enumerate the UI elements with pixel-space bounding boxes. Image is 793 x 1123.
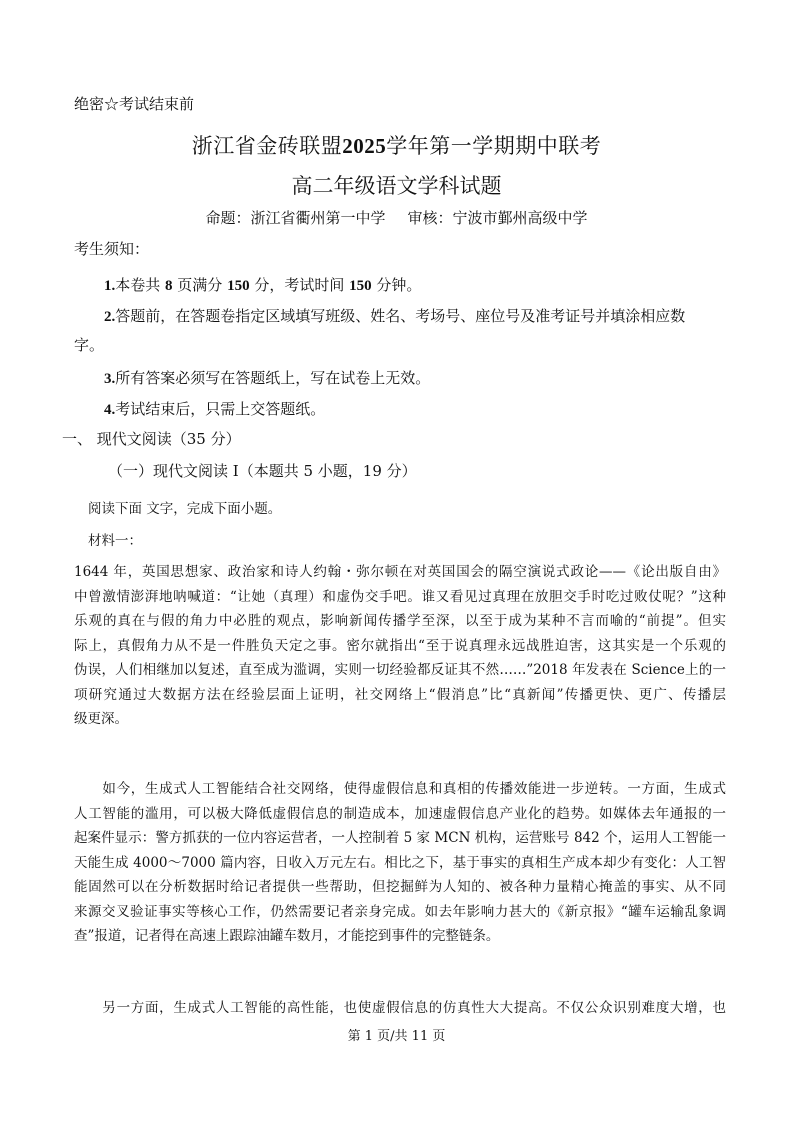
- text-line: 天能生成 4000～7000 篇内容，日收入万元左右。相比之下，基于事实的真相生产成本却少有变化：人工智: [74, 854, 726, 871]
- text-line: 中曾激情澎湃地呐喊道：“让她（真理）和虚伪交手吧。谁又看见过真理在放胆交手时吃过败仗呢？”这种: [74, 588, 726, 605]
- exam-subtitle: 高二年级语文学科试题: [291, 174, 502, 198]
- paragraph-1: [74, 560, 726, 732]
- item-bold: 8: [165, 278, 173, 294]
- text-line: 1644 年，英国思想家、政治家和诗人约翰・弥尔顿在对英国国会的隔空演说式政论——《论出版自由》: [74, 564, 726, 580]
- text-line: 人工智能的滥用，可以极大降低虚假信息的制造成本，加速虚假信息产业化的趋势。如媒体去年通报的一: [74, 805, 726, 822]
- item-text: 本卷共: [115, 276, 166, 294]
- item-text: 分钟。: [371, 276, 422, 294]
- item-bold: 150: [349, 278, 372, 294]
- exam-title: [0, 130, 793, 160]
- text-line: 查”报道，记者得在高速上跟踪油罐车数月，才能挖到事件的完整链条。: [74, 928, 500, 944]
- item-text: 所有答案必须写在答题纸上，写在试卷上无效。: [115, 369, 431, 387]
- title-part1: 浙江省金砖联盟: [191, 134, 343, 158]
- text-line: 级更深。: [74, 711, 128, 727]
- text-line: 另一方面，生成式人工智能的高性能，也使虚假信息的仿真性大大提高。不仅公众识别难度大增，也: [74, 1000, 726, 1016]
- text-line: 起案件显示：警方抓获的一位内容运营者，一人控制着 5 家 MCN 机构，运营账号 842 个，运用人工智能一: [74, 830, 726, 846]
- author-line: [0, 207, 793, 228]
- item-number: 2.: [104, 309, 116, 325]
- item-text: 页满分: [172, 276, 228, 294]
- item-number: 3.: [104, 371, 116, 387]
- text-line: 际上，真假角力从不是一件胜负天定之事。密尔就指出“至于说真理永远战胜迫害，这其实是一个乐观的: [74, 637, 726, 654]
- author-setter: 命题：浙江省衢州第一中学: [205, 209, 386, 227]
- text-line: 乐观的真在与假的角力中必胜的观点，影响新闻传播学至深，以至于成为某种不言而喻的“前提”。但实: [74, 613, 726, 629]
- material-label: 材料一：: [88, 533, 142, 549]
- text-line: 项研究通过大数据方法在经验层面上证明，社交网络上“假消息”比“真新闻”传播更快、更广、传播层: [74, 686, 726, 703]
- item-number: 1.: [104, 278, 116, 294]
- page-number: 第 1 页/共 11 页: [347, 1029, 446, 1044]
- subsection-heading: （一）现代文阅读 I（本题共 5 小题，19 分）: [108, 462, 417, 480]
- notice-item-4: [104, 398, 325, 419]
- notice-item-2: [104, 305, 685, 326]
- text-line: 能固然可以在分析数据时给记者提供一些帮助，但挖掘鲜为人知的、被各种力量精心掩盖的事实、从不同: [74, 879, 726, 895]
- item-number: 4.: [104, 402, 116, 418]
- notice-heading: 考生须知：: [74, 240, 150, 258]
- notice-item-3: [104, 367, 430, 388]
- reading-instruction: 阅读下面 文字，完成下面小题。: [88, 501, 282, 517]
- item-text: 考试结束后，只需上交答题纸。: [115, 400, 326, 418]
- text-line: 来源交叉验证事实等核心工作，仍然需要记者亲身完成。如去年影响力甚大的《新京报》“罐车运输乱象调: [74, 903, 726, 920]
- section-heading: 一、 现代文阅读（35 分）: [62, 430, 241, 448]
- text-line: 伪误，人们相继加以复述，直至成为滥调，实则一切经验都反证其不然……”2018 年发表在 Science上的一: [74, 662, 726, 678]
- title-year: 2025: [342, 134, 387, 158]
- author-reviewer: 审核：宁波市鄞州高级中学: [407, 209, 588, 227]
- notice-item-2-cont: 字。: [74, 336, 105, 354]
- item-bold: 150: [227, 278, 250, 294]
- item-text: 答题前，在答题卷指定区域填写班级、姓名、考场号、座位号及准考证号并填涂相应数: [115, 307, 686, 325]
- title-part2: 学年第一学期期中联考: [386, 134, 602, 158]
- paragraph-3: [74, 996, 726, 1021]
- notice-item-1: [104, 274, 421, 295]
- paragraph-2: [74, 777, 726, 949]
- item-text: 分，考试时间: [249, 276, 350, 294]
- text-line: 如今，生成式人工智能结合社交网络，使得虚假信息和真相的传播效能进一步逆转。一方面，生成式: [74, 781, 726, 797]
- confidential-label: 绝密☆考试结束前: [74, 95, 195, 113]
